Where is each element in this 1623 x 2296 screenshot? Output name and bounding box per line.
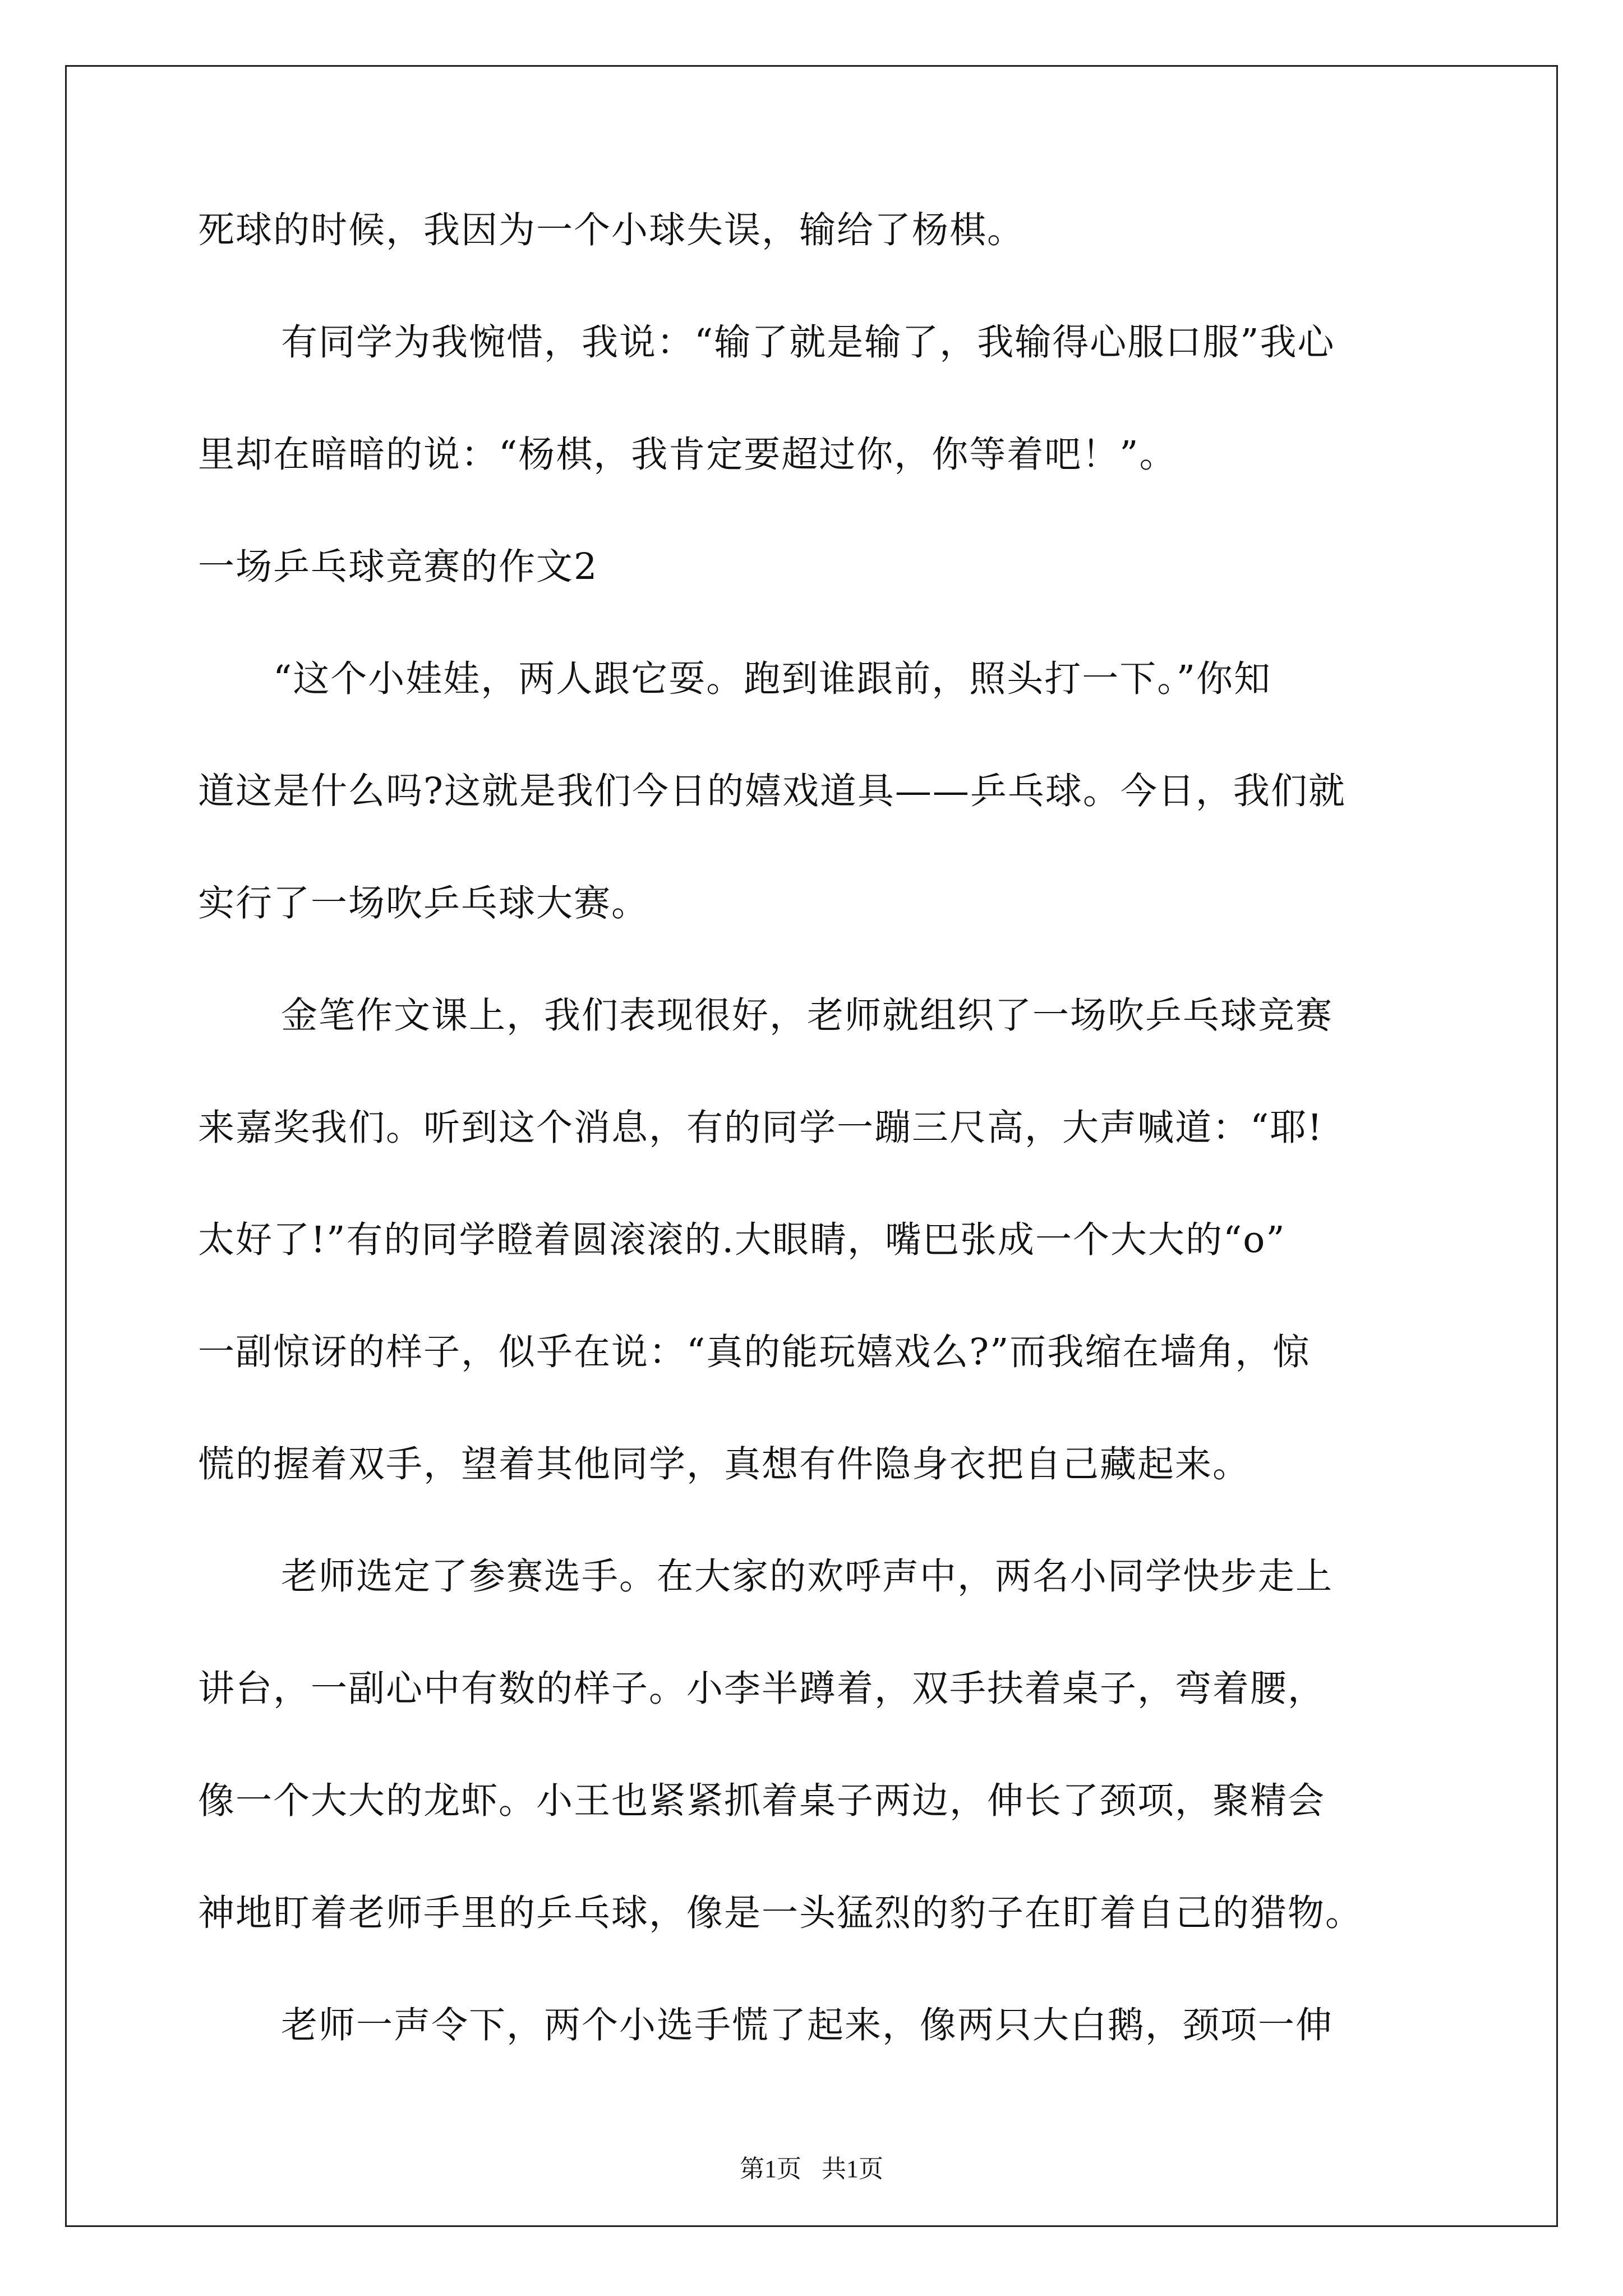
page-total: 共1页: [822, 2155, 883, 2183]
text-line-13: 老师选定了参赛选手。在大家的欢呼声中，两名小同学快步走上: [281, 1556, 1334, 1598]
text-line-16: 神地盯着老师手里的乒乓球，像是一头猛烈的豹子在盯着自己的猎物。: [198, 1892, 1363, 1934]
text-line-15: 像一个大大的龙虾。小王也紧紧抓着桌子两边，伸长了颈项，聚精会: [198, 1780, 1326, 1822]
text-line-7: 实行了一场吹乒乓球大赛。: [198, 882, 649, 924]
page-frame: [65, 65, 1558, 2227]
text-line-12: 慌的握着双手，望着其他同学，真想有件隐身衣把自己藏起来。: [198, 1443, 1251, 1485]
text-line-6: 道这是什么吗?这就是我们今日的嬉戏道具——乒乓球。今日，我们就: [198, 770, 1346, 812]
text-line-14: 讲台，一副心中有数的样子。小李半蹲着，双手扶着桌子，弯着腰，: [198, 1668, 1326, 1710]
page-footer: [67, 2154, 1556, 2185]
text-line-10: 太好了!”有的同学瞪着圆滚滚的.大眼睛，嘴巴张成一个大大的“o”: [198, 1219, 1286, 1261]
text-line-1: 死球的时候，我因为一个小球失误，输给了杨棋。: [198, 209, 1025, 251]
text-line-9: 来嘉奖我们。听到这个消息，有的同学一蹦三尺高，大声喊道：“耶!: [198, 1107, 1324, 1149]
section-heading: 一场乒乓球竞赛的作文2: [198, 546, 598, 588]
text-line-3: 里却在暗暗的说：“杨棋，我肯定要超过你，你等着吧！”。: [198, 434, 1177, 476]
text-line-17: 老师一声令下，两个小选手慌了起来，像两只大白鹅，颈项一伸: [281, 2004, 1334, 2046]
text-line-8: 金笔作文课上，我们表现很好，老师就组织了一场吹乒乓球竞赛: [281, 995, 1334, 1037]
text-line-11: 一副惊讶的样子，似乎在说：“真的能玩嬉戏么?”而我缩在墙角，惊: [198, 1331, 1311, 1373]
text-line-2: 有同学为我惋惜，我说：“输了就是输了，我输得心服口服”我心: [281, 321, 1335, 364]
text-line-5: “这个小娃娃，两人跟它耍。跑到谁跟前，照头打一下。”你知: [273, 658, 1271, 700]
page-number: 第1页: [740, 2155, 801, 2183]
